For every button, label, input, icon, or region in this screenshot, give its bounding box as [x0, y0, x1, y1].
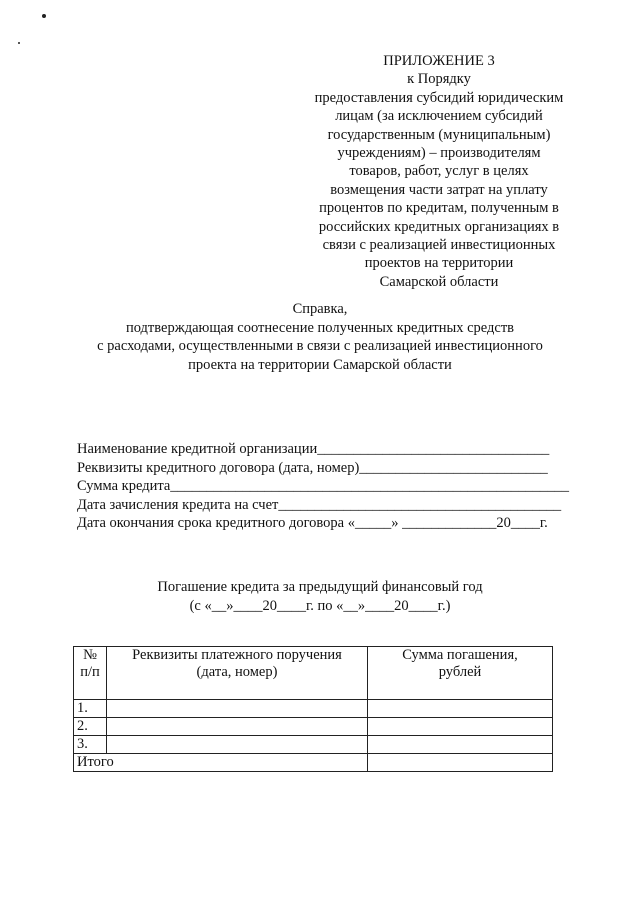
- total-row: [74, 754, 553, 772]
- appendix-line: связи с реализацией инвестиционных: [322, 237, 556, 254]
- appendix-header: [300, 52, 578, 291]
- appendix-line: возмещения части затрат на уплату: [330, 181, 548, 198]
- appendix-line: государственным (муниципальным): [327, 126, 551, 143]
- appendix-line: российских кредитных организациях в: [318, 218, 560, 235]
- scan-speck: [18, 42, 20, 44]
- repayment-table: [73, 646, 553, 772]
- row-amount[interactable]: [368, 718, 553, 736]
- table-header-row: [74, 647, 553, 700]
- appendix-line: процентов по кредитам, полученным в: [319, 200, 559, 217]
- total-label: Итого: [74, 754, 368, 772]
- header-number: [74, 647, 107, 700]
- header-requisites-text: Реквизиты платежного поручения (дата, номер): [132, 647, 342, 680]
- title-line: Справка,: [292, 301, 348, 317]
- repayment-heading: [100, 578, 540, 615]
- appendix-line: лицам (за исключением субсидий: [335, 108, 543, 125]
- row-number: 3.: [74, 736, 107, 754]
- row-number: 1.: [74, 700, 107, 718]
- appendix-line: предоставления субсидий юридическим: [314, 89, 564, 106]
- title-line: с расходами, осуществленными в связи с реализацией инвестиционного: [97, 338, 543, 354]
- title-line: проекта на территории Самарской области: [188, 356, 452, 373]
- repayment-period[interactable]: (с «__»____20____г. по «__»____20____г.): [189, 597, 451, 614]
- row-amount[interactable]: [368, 700, 553, 718]
- row-requisites[interactable]: [107, 736, 368, 754]
- contract-end-field[interactable]: Дата окончания срока кредитного договора «_____» _____________20____г.: [77, 515, 548, 531]
- row-number: 2.: [74, 718, 107, 736]
- header-requisites: [107, 647, 368, 700]
- appendix-line: Самарской области: [379, 273, 499, 290]
- scan-speck: [42, 14, 46, 18]
- header-amount: [368, 647, 553, 700]
- appendix-line: проектов на территории: [364, 255, 514, 272]
- row-amount[interactable]: [368, 736, 553, 754]
- appendix-line: ПРИЛОЖЕНИЕ 3: [383, 53, 495, 69]
- bank-name-field[interactable]: Наименование кредитной организации________________________________: [77, 441, 550, 457]
- table-row: [74, 718, 553, 736]
- document-title: [60, 300, 580, 374]
- appendix-line: учреждениям) – производителям: [337, 145, 541, 162]
- title-line: подтверждающая соотнесение полученных кредитных средств: [125, 319, 515, 336]
- table-row: [74, 736, 553, 754]
- row-requisites[interactable]: [107, 700, 368, 718]
- credit-date-field[interactable]: Дата зачисления кредита на счет_______________________________________: [77, 496, 562, 513]
- table-row: [74, 700, 553, 718]
- row-requisites[interactable]: [107, 718, 368, 736]
- credit-amount-field[interactable]: Сумма кредита_______________________________________________________: [77, 478, 570, 494]
- repayment-title: Погашение кредита за предыдущий финансовый год: [157, 579, 483, 595]
- total-amount[interactable]: [368, 754, 553, 772]
- header-amount-text: Сумма погашения, рублей: [402, 647, 518, 680]
- appendix-line: к Порядку: [407, 71, 471, 88]
- contract-details-field[interactable]: Реквизиты кредитного договора (дата, номер)__________________________: [77, 459, 548, 476]
- credit-fields: [77, 440, 577, 533]
- appendix-line: товаров, работ, услуг в целях: [349, 163, 529, 180]
- header-number-text: № п/п: [80, 647, 100, 680]
